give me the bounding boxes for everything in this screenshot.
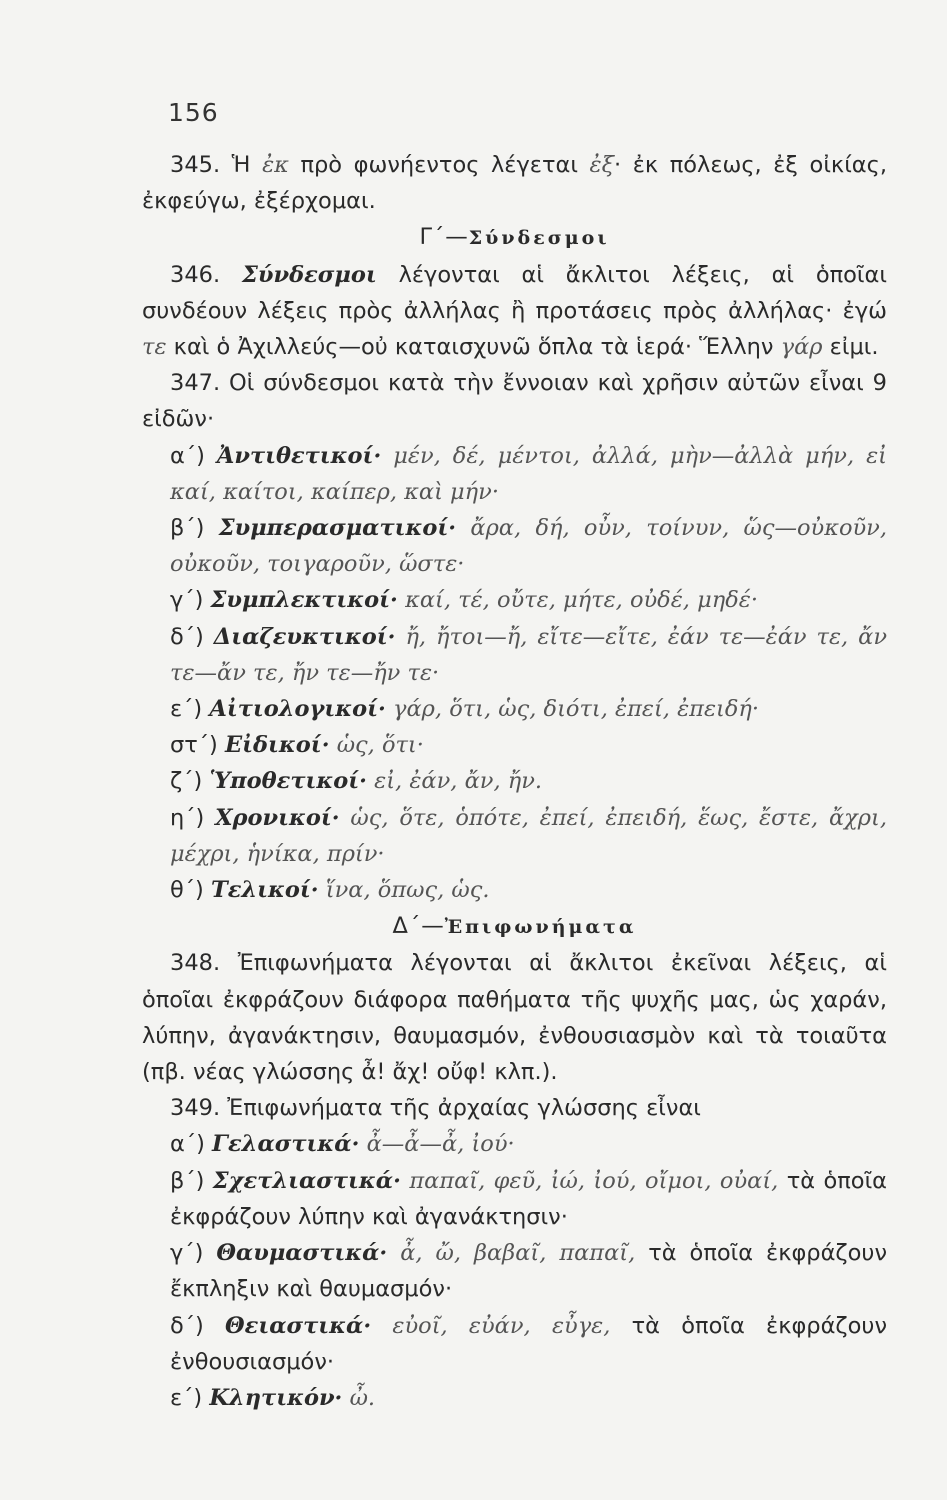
paragraph-number: 349. bbox=[170, 1095, 221, 1122]
list-349 bbox=[142, 1126, 887, 1416]
text: Οἱ σύνδεσμοι κατὰ τὴν ἔννοιαν καὶ χρῆσιν αὐτῶν εἶναι 9 εἰδῶν· bbox=[142, 370, 887, 433]
term: Χρονικοί· bbox=[215, 804, 340, 831]
list-item bbox=[142, 619, 887, 691]
text: τὰ ὁποῖα ἐκφράζουν λύπην καὶ ἀγανάκτησιν· bbox=[170, 1167, 888, 1230]
text: τὰ ὁποῖα ἐκφράζουν ἔκπληξιν καὶ θαυμασμόν· bbox=[170, 1240, 888, 1303]
paragraph-345 bbox=[142, 147, 887, 219]
examples: ἄρα, δή, οὖν, τοίνυν, ὥς—οὐκοῦν, οὐκοῦν, τοιγαροῦν, ὥστε· bbox=[170, 515, 888, 578]
term: Διαζευκτικοί· bbox=[213, 623, 396, 650]
section-heading-d bbox=[142, 908, 887, 945]
examples: μέν, δέ, μέντοι, ἀλλά, μὴν—ἀλλὰ μήν, εἰ καί, καίτοι, καίπερ, καὶ μήν· bbox=[170, 442, 887, 505]
item-label: β΄) bbox=[170, 515, 205, 542]
item-label: ε΄) bbox=[170, 1384, 203, 1411]
paragraph-number: 345. bbox=[170, 152, 221, 178]
list-item bbox=[142, 800, 887, 872]
term: Σχετλιαστικά· bbox=[212, 1167, 401, 1194]
term: Αἰτιολογικοί· bbox=[209, 696, 386, 723]
examples: γάρ, ὅτι, ὡς, διότι, ἐπεί, ἐπειδή· bbox=[393, 696, 760, 723]
item-label: γ΄) bbox=[170, 1240, 204, 1267]
item-label: η΄) bbox=[170, 804, 205, 831]
heading-title: Σύνδεσμοι bbox=[468, 227, 610, 250]
text: τὰ ὁποῖα ἐκφράζουν ἐνθουσιασμόν· bbox=[170, 1312, 888, 1375]
text: Ἐπιφωνήματα τῆς ἀρχαίας γλώσσης εἶναι bbox=[220, 1095, 701, 1122]
list-item bbox=[142, 1308, 887, 1380]
paragraph-346 bbox=[142, 257, 887, 366]
text: λέγονται αἱ ἄκλιτοι λέξεις, αἱ ὁποῖαι συνδέουν λέξεις πρὸς ἀλλήλας ἢ προτάσεις πρὸς ἀλλήλας· ἐγώ bbox=[142, 261, 887, 324]
heading-prefix: Γ΄— bbox=[419, 224, 469, 251]
list-item bbox=[142, 1380, 887, 1416]
item-label: ε΄) bbox=[170, 696, 203, 723]
term: Συμπλεκτικοί· bbox=[210, 587, 398, 614]
item-label: α΄) bbox=[170, 442, 205, 469]
list-item bbox=[142, 510, 887, 582]
text: πρὸ φωνήεντος λέγεται bbox=[288, 152, 590, 178]
section-heading-g bbox=[142, 219, 887, 256]
paragraph-347 bbox=[142, 365, 887, 437]
text: Ἡ bbox=[220, 152, 263, 178]
item-label: β΄) bbox=[170, 1167, 205, 1194]
examples: ὡς, ὅτε, ὁπότε, ἐπεί, ἐπειδή, ἕως, ἔστε, ἄχρι, μέχρι, ἡνίκα, πρίν· bbox=[170, 804, 887, 867]
term: Σύνδεσμοι bbox=[241, 261, 377, 288]
term: Ἀντιθετικοί· bbox=[216, 442, 382, 469]
page-number: 156 bbox=[168, 98, 219, 127]
examples: ἆ—ἆ—ἆ, ἰού· bbox=[366, 1131, 515, 1158]
term: Γελαστικά· bbox=[212, 1131, 360, 1158]
list-item bbox=[142, 727, 887, 763]
examples: ἆ, ὤ, βαβαῖ, παπαῖ, bbox=[400, 1240, 636, 1267]
term: Ὑποθετικοί· bbox=[209, 768, 367, 795]
examples: παπαῖ, φεῦ, ἰώ, ἰού, οἴμοι, οὐαί, bbox=[409, 1167, 779, 1194]
text: · ἐκ πόλεως, ἐξ οἰκίας, ἐκφεύγω, ἐξέρχομαι. bbox=[142, 152, 887, 215]
item-label: δ΄) bbox=[170, 623, 204, 650]
list-item bbox=[142, 691, 887, 727]
paragraph-348 bbox=[142, 945, 887, 1090]
list-item bbox=[142, 1163, 887, 1235]
italic-word: ἐκ bbox=[262, 152, 289, 178]
heading-title: Ἐπιφωνήματα bbox=[444, 916, 637, 939]
term: Τελικοί· bbox=[210, 877, 319, 904]
examples: ὡς, ὅτι· bbox=[336, 732, 424, 759]
paragraph-349 bbox=[142, 1090, 887, 1126]
examples: ἤ, ἤτοι—ἤ, εἴτε—εἴτε, ἐάν τε—ἐάν τε, ἄν τε—ἄν τε, ἤν τε—ἤν τε· bbox=[170, 623, 888, 686]
item-label: δ΄) bbox=[170, 1312, 204, 1339]
item-label: ζ΄) bbox=[170, 768, 203, 795]
list-item bbox=[142, 1126, 887, 1162]
examples: εἰ, ἐάν, ἄν, ἤν. bbox=[374, 768, 543, 795]
term: Συμπερασματικοί· bbox=[218, 515, 457, 542]
item-label: θ΄) bbox=[170, 877, 204, 904]
item-label: στ΄) bbox=[170, 732, 218, 759]
paragraph-number: 346. bbox=[170, 261, 221, 288]
list-item bbox=[142, 1235, 887, 1307]
term: Θειαστικά· bbox=[225, 1312, 372, 1339]
text: εἰμι. bbox=[822, 334, 879, 361]
paragraph-number: 347. bbox=[170, 370, 221, 397]
text: Ἐπιφωνήματα λέγονται αἱ ἄκλιτοι ἐκεῖναι λέξεις, αἱ ὁποῖαι ἐκφράζουν διάφορα παθήματα τῆς ψυχῆς μας, ὡς χαράν, λύπην, ἀγανάκτησιν, θαυμασμόν, ἐνθουσιασμὸν καὶ τὰ τοιαῦτα (πβ. νέας γλώσσης ἆ! ἄχ! οὔφ! κλπ.). bbox=[142, 950, 887, 1086]
list-item bbox=[142, 438, 887, 510]
term: Κλητικόν· bbox=[209, 1384, 343, 1411]
list-347 bbox=[142, 438, 887, 909]
heading-prefix: Δ΄— bbox=[392, 913, 445, 940]
list-item bbox=[142, 763, 887, 799]
term: Θαυμαστικά· bbox=[216, 1240, 388, 1267]
item-label: α΄) bbox=[170, 1131, 205, 1158]
italic-word: τε bbox=[142, 334, 167, 361]
examples: καί, τέ, οὔτε, μήτε, οὐδέ, μηδέ· bbox=[405, 587, 758, 614]
examples: ἵνα, ὅπως, ὡς. bbox=[325, 877, 490, 904]
list-item bbox=[142, 582, 887, 618]
term: Εἰδικοί· bbox=[225, 732, 330, 759]
italic-word: ἐξ bbox=[589, 152, 614, 178]
paragraph-number: 348. bbox=[170, 950, 221, 977]
italic-word: γάρ bbox=[780, 334, 823, 361]
examples: ὦ. bbox=[349, 1384, 376, 1411]
examples: εὐοῖ, εὐάν, εὖγε, bbox=[392, 1312, 611, 1339]
body-text bbox=[142, 147, 887, 1416]
text: καὶ ὁ Ἀχιλλεύς—οὐ καταισχυνῶ ὅπλα τὰ ἱερά· Ἕλλην bbox=[166, 334, 781, 361]
item-label: γ΄) bbox=[170, 587, 204, 614]
list-item bbox=[142, 872, 887, 908]
